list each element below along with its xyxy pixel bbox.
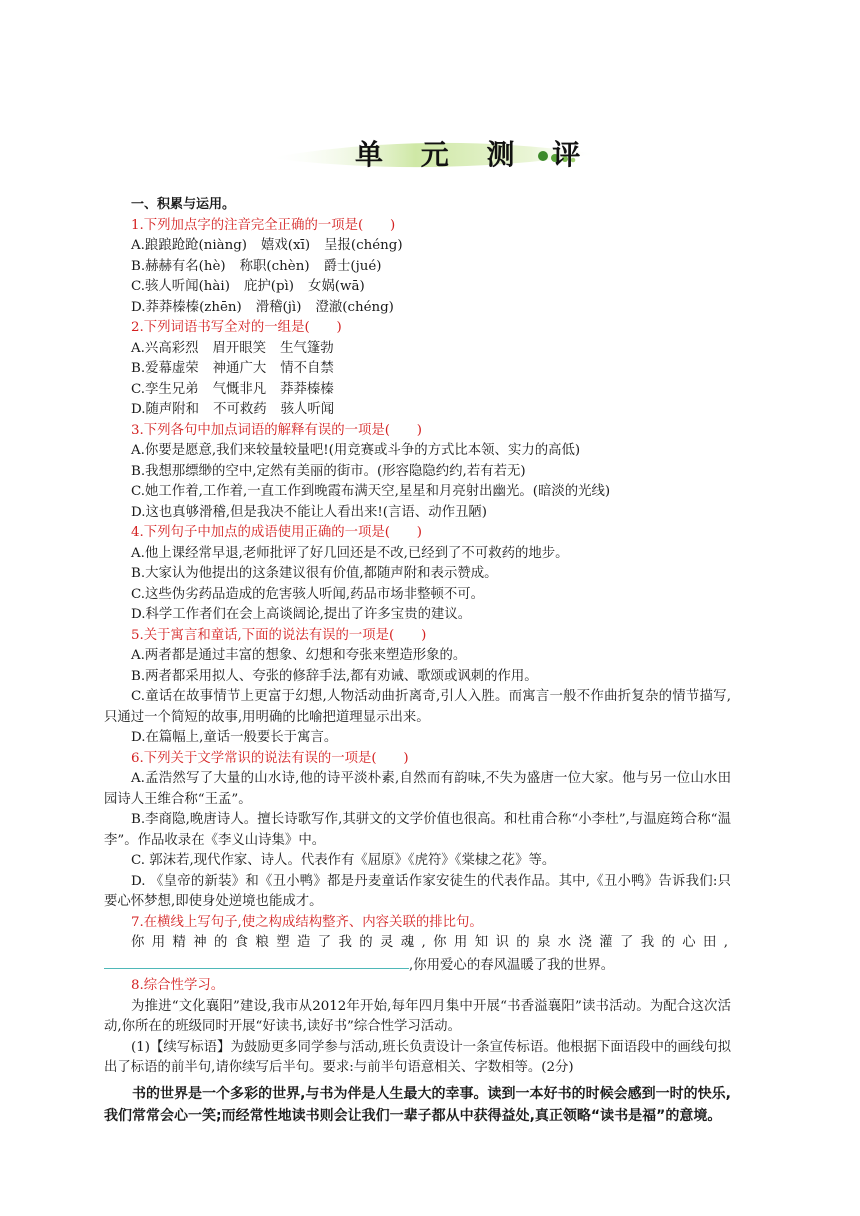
- question-3-option-b: B.我想那缥缈的空中,定然有美丽的街市。(形容隐隐约约,若有若无): [131, 463, 526, 479]
- question-2-option-b: B.爱幕虚荣 神通广大 情不自禁: [131, 361, 334, 376]
- question-6-stem: 6.下列关于文学常识的说法有误的一项是( ): [131, 750, 409, 766]
- question-5-option-a: A.两者都是通过丰富的想象、幻想和夸张来塑造形象的。: [131, 648, 467, 663]
- question-6-option-b: B.李商隐,晚唐诗人。擅长诗歌写作,其骈文的文学价值也很高。和杜甫合称“小李杜”,与温庭筠合称“温李”。作品收录在《李义山诗集》中。: [104, 812, 731, 848]
- question-7-stem: 7.在横线上写句子,使之构成结构整齐、内容关联的排比句。: [131, 914, 483, 930]
- question-4-option-b: B.大家认为他提出的这条建议很有价值,都随声附和表示赞成。: [131, 566, 498, 581]
- question-1-option-c: C.骇人听闻(hài) 庇护(pì) 女娲(wā): [131, 279, 365, 294]
- question-6-option-a: A.孟浩然写了大量的山水诗,他的诗平淡朴素,自然而有韵味,不失为盛唐一位大家。他与另一位山水田园诗人王维合称“王孟”。: [104, 771, 731, 807]
- question-2-option-c: C.孪生兄弟 气慨非凡 莽莽榛榛: [131, 381, 334, 397]
- question-6-option-d: D. 《皇帝的新装》和《丑小鸭》都是丹麦童话作家安徒生的代表作品。其中,《丑小鸭》告诉我们:只要心怀梦想,即使身处逆境也能成才。: [104, 873, 731, 909]
- question-4-option-c: C.这些伪劣药品造成的危害骇人听闻,药品市场非整顿不可。: [131, 586, 485, 602]
- question-1-option-a: A.踉踉跄跄(niàng) 嬉戏(xī) 呈报(chéng): [131, 238, 403, 253]
- question-2-option-d: D.随声附和 不可救药 骇人听闻: [131, 402, 335, 417]
- question-8-sub1: (1)【续写标语】为鼓励更多同学参与活动,班长负责设计一条宣传标语。他根据下面语段中的画线句拟出了标语的前半句,请你续写后半句。要求:与前半句语意相关、字数相等。(2分): [104, 1039, 731, 1075]
- question-3-option-d: D.这也真够滑稽,但是我决不能让人看出来!(言语、动作丑陋): [131, 504, 487, 520]
- question-3-option-c: C.她工作着,工作着,一直工作到晚霞布满天空,星星和月亮射出幽光。(暗淡的光线): [131, 484, 611, 499]
- question-5-option-b: B.两者都采用拟人、夸张的修辞手法,都有劝诫、歌颂或讽刺的作用。: [131, 668, 538, 684]
- question-8-stem: 8.综合性学习。: [131, 978, 225, 993]
- question-6-option-c: C. 郭沫若,现代作家、诗人。代表作有《屈原》《虎符》《棠棣之花》等。: [131, 853, 556, 868]
- exam-content: [104, 195, 731, 1127]
- page-title: 单 元 测 评: [355, 138, 595, 171]
- question-1-option-d: D.莽莽榛榛(zhēn) 滑稽(jì) 澄澈(chéng): [131, 299, 394, 315]
- question-1-option-b: B.赫赫有名(hè) 称职(chèn) 爵士(jué): [131, 258, 382, 274]
- question-5-stem: 5.关于寓言和童话,下面的说法有误的一项是( ): [131, 627, 427, 643]
- question-3-stem: 3.下列各句中加点词语的解释有误的一项是( ): [131, 422, 423, 438]
- answer-blank[interactable]: [104, 954, 409, 969]
- question-7-text: 你用精神的食粮塑造了我的灵魂,你用知识的泉水浇灌了我的心田,,你用爱心的春风温暖了我的世界。: [104, 933, 731, 976]
- reading-passage: 书的世界是一个多彩的世界,与书为伴是人生最大的幸事。读到一本好书的时候会感到一时的快乐,我们常常会心一笑;而经常性地读书则会让我们一辈子都从中获得益处,真正领略“读书是福”的意境。: [104, 1085, 731, 1124]
- question-2-stem: 2.下列词语书写全对的一组是( ): [131, 320, 342, 335]
- question-2-option-a: A.兴高彩烈 眉开眼笑 生气篷勃: [131, 340, 334, 356]
- question-5-option-d: D.在篇幅上,童话一般要长于寓言。: [131, 730, 338, 745]
- section-heading: 一、积累与运用。: [131, 197, 236, 212]
- question-4-stem: 4.下列句子中加点的成语使用正确的一项是( ): [131, 525, 423, 540]
- question-3-option-a: A.你要是愿意,我们来较量较量吧!(用竞赛或斗争的方式比本领、实力的高低): [131, 443, 581, 458]
- question-5-option-c: C.童话在故事情节上更富于幻想,人物活动曲折离奇,引人入胜。而寓言一般不作曲折复杂的情节描写,只通过一个简短的故事,用明确的比喻把道理显示出来。: [104, 689, 731, 725]
- question-4-option-d: D.科学工作者们在会上高谈阔论,提出了许多宝贵的建议。: [131, 607, 472, 622]
- question-4-option-a: A.他上课经常早退,老师批评了好几回还是不改,已经到了不可救药的地步。: [131, 545, 569, 561]
- question-8-intro: 为推进“文化襄阳”建设,我市从2012年开始,每年四月集中开展“书香溢襄阳”读书活动。为配合这次活动,你所在的班级同时开展“好读书,读好书”综合性学习活动。: [104, 998, 731, 1034]
- question-1-stem: 1.下列加点字的注音完全正确的一项是( ): [131, 217, 396, 233]
